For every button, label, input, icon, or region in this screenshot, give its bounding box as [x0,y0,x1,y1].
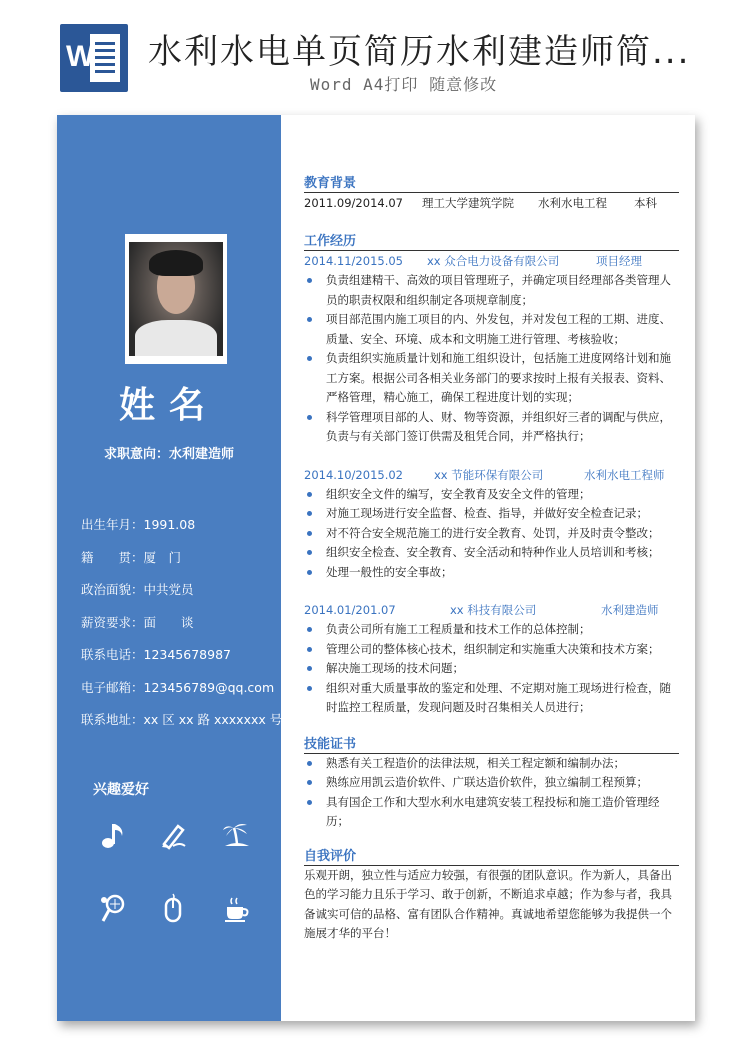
job-duties [304,485,679,583]
job-role: 水利建造师 [601,603,659,617]
job-duties [304,271,679,447]
list-item: 对不符合安全规范施工的进行安全教育、处罚，并及时责令整改； [304,524,679,544]
education-major: 水利水电工程 [538,196,607,210]
job-header [304,600,679,620]
job-period: 2014.10/2015.02 [304,467,403,482]
music-icon [93,815,133,855]
list-item: 负责组建精干、高效的项目管理班子，并确定项目经理部各类管理人员的职责权限和组织制定各项规章制度； [304,271,679,310]
list-item: 熟练应用凯云造价软件、广联达造价软件，独立编制工程预算； [304,773,679,793]
self-eval-title: 自我评价 [304,848,679,866]
document-subtitle: Word A4打印 随意修改 [310,75,498,94]
info-birth: 出生年月：1991.08 [81,517,196,532]
list-item: 项目部范围内施工项目的内、外发包，并对发包工程的工期、进度、质量、安全、环境、成本和文明施工进行管理、考核验收； [304,310,679,349]
list-item: 处理一般性的安全事故； [304,563,679,583]
resume-main [304,175,679,944]
computer-mouse-icon [153,889,193,929]
list-item: 科学管理项目部的人、财、物等资源，并组织好三者的调配与供应，负责与有关部门签订供需及租凭合同，并严格执行； [304,408,679,447]
travel-icon [217,815,257,855]
education-period: 2011.09/2014.07 [304,196,403,210]
info-hometown: 籍 贯：厦 门 [81,549,182,565]
list-item: 对施工现场进行安全监督、检查、指导，并做好安全检查记录； [304,504,679,524]
resume-sheet [57,115,695,1021]
hobby-title: 兴趣爱好 [93,782,149,798]
list-item: 具有国企工作和大型水利水电建筑安装工程投标和施工造价管理经历； [304,793,679,832]
job-role: 项目经理 [596,254,642,268]
info-salary: 薪资要求：面 谈 [81,614,194,630]
profile-photo [125,234,227,364]
job-role: 水利水电工程师 [584,467,665,482]
coffee-icon [217,889,257,929]
skills-list [304,754,679,832]
self-eval-text: 乐观开朗，独立性与适应力较强，有很强的团队意识。作为新人，具备出色的学习能力且乐于学习、敢于创新，不断追求卓越；作为参与者，我具备诚实可信的品格、富有团队合作精神。真诚地希望您能够为我提供一个施展才华的平台！ [304,867,672,940]
job-header [304,251,679,271]
list-item: 熟悉有关工程造价的法律法规，相关工程定额和编制办法； [304,754,679,774]
education-degree: 本科 [634,196,657,210]
job-period: 2014.11/2015.05 [304,254,403,268]
info-phone: 联系电话：12345678987 [81,647,231,662]
resume-sidebar [57,115,281,1021]
skills-title: 技能证书 [304,736,679,754]
page-header [0,0,750,108]
job-company: xx 节能环保有限公司 [434,467,544,482]
job-period: 2014.01/201.07 [304,603,396,617]
info-email: 电子邮箱：123456789@qq.com [81,679,275,695]
education-school: 理工大学建筑学院 [422,196,514,210]
list-item: 负责组织实施质量计划和施工组织设计，包括施工进度网络计划和施工方案。根据公司各相关业务部门的要求按时上报有关报表、资料、严格管理，精心施工，确保工程进度计划的实现； [304,349,679,408]
job-objective: 求职意向：水利建造师 [103,447,234,462]
info-political: 政治面貌：中共党员 [81,582,194,597]
tennis-icon [93,889,133,929]
job-company: xx 科技有限公司 [450,603,537,617]
info-address: 联系地址：xx 区 xx 路 xxxxxxx 号 [81,712,283,727]
job-company: xx 众合电力设备有限公司 [427,254,560,268]
candidate-name: 姓名 [118,385,219,426]
list-item: 组织对重大质量事故的鉴定和处理、不定期对施工现场进行检查，随时监控工程质量，发现问题及时召集相关人员进行； [304,679,679,718]
list-item: 解决施工现场的技术问题； [304,659,679,679]
hobby-icons [81,815,261,945]
word-icon: W [60,24,128,92]
list-item: 负责公司所有施工工程质量和技术工作的总体控制； [304,620,679,640]
education-title: 教育背景 [304,175,679,193]
job-duties [304,620,679,718]
list-item: 组织安全检查、安全教育、安全活动和特种作业人员培训和考核； [304,543,679,563]
list-item: 组织安全文件的编写，安全教育及安全文件的管理； [304,485,679,505]
personal-info [81,515,282,743]
education-row [304,193,679,213]
document-title: 水利水电单页简历水利建造师简... [148,32,691,72]
job-header [304,465,679,485]
list-item: 管理公司的整体核心技术，组织制定和实施重大决策和技术方案； [304,640,679,660]
work-title: 工作经历 [304,233,679,251]
painting-icon [153,815,193,855]
